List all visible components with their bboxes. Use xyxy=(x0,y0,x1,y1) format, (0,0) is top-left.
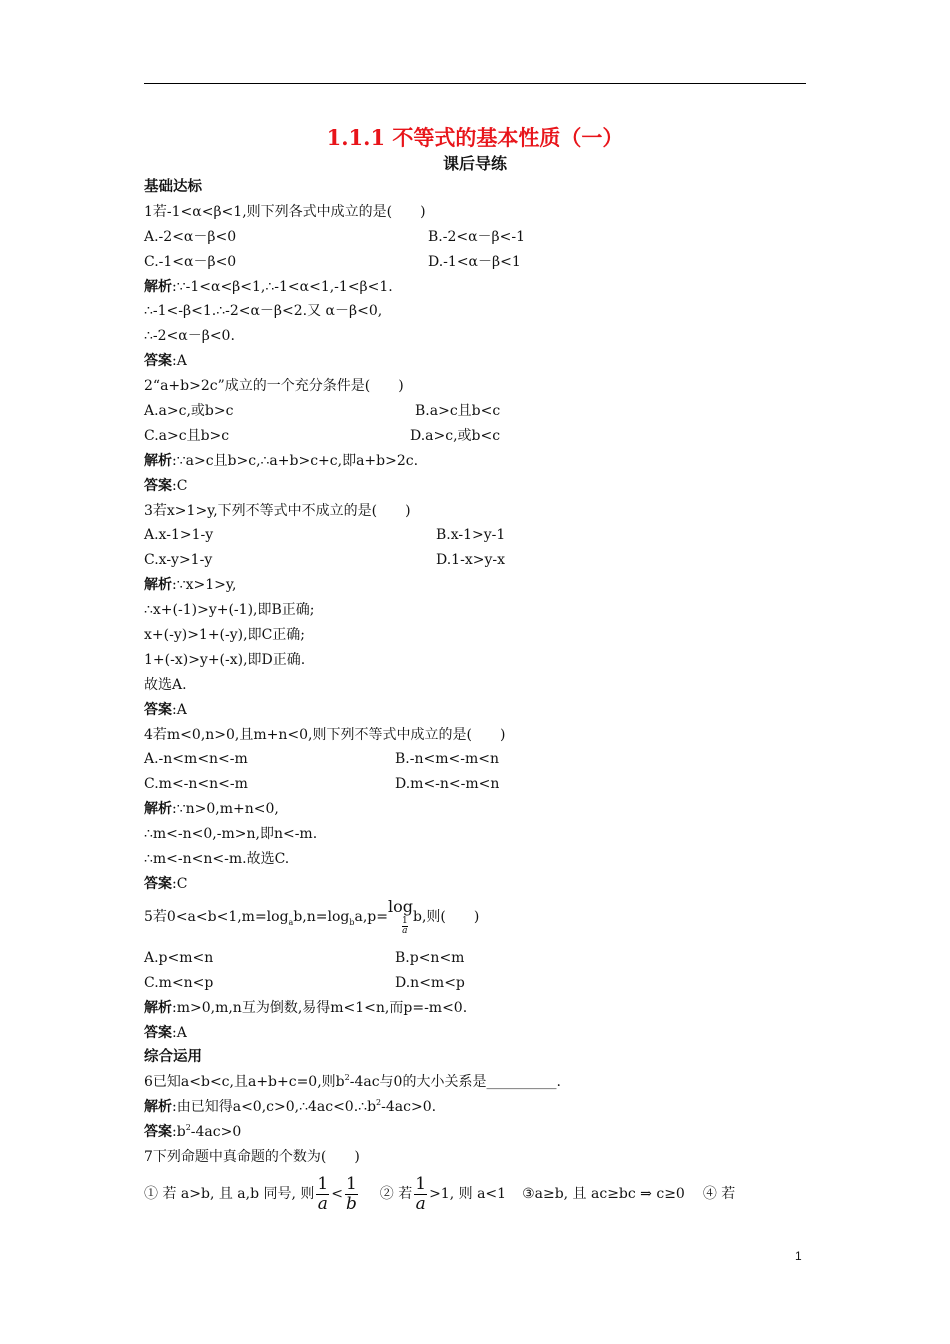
q4-option-b: B.-n<m<-m<n xyxy=(395,751,499,768)
section-heading-comprehensive: 综合运用 xyxy=(144,1049,202,1066)
solution-label: 解析 xyxy=(144,452,172,469)
q6-superscript: 2 xyxy=(376,1098,382,1108)
q1-solution-text: :∵-1<α<β<1,∴-1<α<1,-1<β<1. xyxy=(172,278,393,295)
q1-solution-2: ∴-1<-β<1.∴-2<α－β<2.又 α－β<0, xyxy=(144,303,383,320)
q5-subscript: a xyxy=(288,917,294,927)
q3-solution-text: :∵x>1>y, xyxy=(172,577,237,594)
q1-option-d: D.-1<α－β<1 xyxy=(428,253,521,270)
q7-prop1-text: ① 若 a>b, 且 a,b 同号, 则 xyxy=(144,1186,315,1203)
q7-prop4-text: ④ 若 xyxy=(702,1186,736,1203)
solution-label: 解析 xyxy=(144,999,172,1016)
q5-option-a: A.p<m<n xyxy=(144,949,214,966)
q5-solution-text: :m>0,m,n互为倒数,易得m<1<n,而p=-m<0. xyxy=(172,999,468,1016)
q3-option-c: C.x-y>1-y xyxy=(144,552,213,569)
frac-denominator: b xyxy=(345,1194,357,1215)
q5-subscript: b xyxy=(349,917,355,927)
q2-stem: 2“a+b>2c”成立的一个充分条件是( ) xyxy=(144,378,404,395)
q3-solution-5: 故选A. xyxy=(144,676,187,693)
q7-prop2-text: >1, 则 a<1 xyxy=(429,1186,507,1203)
q6-superscript: 2 xyxy=(344,1073,350,1083)
q5-log-expression xyxy=(387,895,413,936)
q4-option-d: D.m<-n<-m<n xyxy=(395,776,500,793)
q7-prop2-text: ② 若 xyxy=(379,1186,413,1203)
q1-option-c: C.-1<α－β<0 xyxy=(144,253,237,270)
q2-answer-value: :C xyxy=(172,477,188,494)
q3-solution-2: ∴x+(-1)>y+(-1),即B正确; xyxy=(144,602,315,619)
q1-option-a: A.-2<α－β<0 xyxy=(144,228,237,245)
solution-label: 解析 xyxy=(144,1099,172,1116)
q5-log-word: log xyxy=(387,896,413,916)
q6-stem-part: 6已知a<b<c,且a+b+c=0,则b xyxy=(144,1074,345,1091)
solution-label: 解析 xyxy=(144,801,172,818)
page-number: 1 xyxy=(795,1249,802,1263)
q3-solution-4: 1+(-x)>y+(-x),即D正确. xyxy=(144,651,306,668)
q5-options-row1 xyxy=(144,946,809,971)
q2-solution-text: :∵a>c且b>c,∴a+b>c+c,即a+b>2c. xyxy=(172,452,419,469)
q2-solution-1 xyxy=(144,449,809,474)
q3-options-row2 xyxy=(144,548,809,573)
section-heading-basic: 基础达标 xyxy=(144,179,202,195)
q4-answer-value: :C xyxy=(172,875,188,892)
answer-label: 答案 xyxy=(144,353,172,370)
q5-log-base-den: a xyxy=(402,925,408,936)
q5-stem-part: b,则( ) xyxy=(412,908,480,925)
q3-stem: 3若x>1>y,下列不等式中不成立的是( ) xyxy=(144,502,411,519)
q5-stem-part: a,p= xyxy=(354,908,388,925)
frac-denominator: a xyxy=(415,1194,426,1215)
q5-answer xyxy=(144,1021,809,1046)
q5-option-b: B.p<n<m xyxy=(395,949,465,966)
q2-options-row2 xyxy=(144,424,809,449)
q3-answer xyxy=(144,698,809,723)
q6-solution-text: -4ac>0. xyxy=(381,1099,437,1116)
q4-solution-2: ∴m<-n<0,-m>n,即n<-m. xyxy=(144,826,318,843)
q1-solution-1 xyxy=(144,275,809,300)
answer-label: 答案 xyxy=(144,701,172,718)
q1-answer xyxy=(144,349,809,374)
q4-option-a: A.-n<m<n<-m xyxy=(144,751,248,768)
q1-option-b: B.-2<α－β<-1 xyxy=(428,228,526,245)
q5-options-row2 xyxy=(144,971,809,996)
q4-options-row2 xyxy=(144,772,809,797)
page-title: 1.1.1 不等式的基本性质（一） xyxy=(326,125,624,150)
q2-options-row1 xyxy=(144,399,809,424)
q3-option-d: D.1-x>y-x xyxy=(436,552,505,569)
q2-option-c: C.a>c且b>c xyxy=(144,427,230,444)
q4-answer xyxy=(144,872,809,897)
frac-numerator: 1 xyxy=(345,1174,357,1195)
q5-stem xyxy=(144,897,809,946)
q7-stem: 7下列命题中真命题的个数为( ) xyxy=(144,1148,360,1165)
q4-stem: 4若m<0,n>0,且m+n<0,则下列不等式中成立的是( ) xyxy=(144,726,506,743)
q1-options-row1 xyxy=(144,225,809,250)
answer-label: 答案 xyxy=(144,1024,172,1041)
q3-options-row1 xyxy=(144,523,809,548)
q7-less-than: < xyxy=(331,1186,343,1203)
q7-frac-1-over-b xyxy=(345,1176,358,1213)
answer-label: 答案 xyxy=(144,1124,172,1141)
q1-stem: 1若-1<α<β<1,则下列各式中成立的是( ) xyxy=(144,203,426,220)
q5-answer-value: :A xyxy=(172,1024,187,1041)
q6-answer xyxy=(144,1120,809,1145)
q7-frac-1-over-a xyxy=(316,1176,329,1213)
q1-answer-value: :A xyxy=(172,353,187,370)
q3-solution-3: x+(-y)>1+(-y),即C正确; xyxy=(144,627,305,644)
q4-option-c: C.m<-n<n<-m xyxy=(144,776,248,793)
q6-superscript: 2 xyxy=(185,1123,191,1133)
q5-solution-1 xyxy=(144,996,809,1021)
q7-frac-1-over-a-2 xyxy=(414,1176,427,1213)
answer-label: 答案 xyxy=(144,477,172,494)
q5-option-d: D.n<m<p xyxy=(395,974,465,991)
q2-option-b: B.a>c且b<c xyxy=(415,403,501,420)
q5-stem-part: b,n=log xyxy=(293,908,350,925)
solution-label: 解析 xyxy=(144,278,172,295)
document-body xyxy=(144,175,809,1220)
q3-option-b: B.x-1>y-1 xyxy=(436,527,506,544)
q5-stem-part: 5若0<a<b<1,m=log xyxy=(144,908,289,925)
q2-option-a: A.a>c,或b>c xyxy=(144,403,234,420)
frac-numerator: 1 xyxy=(317,1174,329,1195)
q6-answer-value: :b xyxy=(172,1124,186,1141)
frac-numerator: 1 xyxy=(415,1174,427,1195)
q4-solution-text: :∵n>0,m+n<0, xyxy=(172,801,279,818)
q7-prop3-text: ③a≥b, 且 ac≥bc ⇒ c≥0 xyxy=(522,1186,685,1203)
q4-solution-1 xyxy=(144,797,809,822)
answer-label: 答案 xyxy=(144,875,172,892)
q6-answer-value: -4ac>0 xyxy=(190,1124,242,1141)
q5-option-c: C.m<n<p xyxy=(144,974,214,991)
q6-stem xyxy=(144,1070,809,1095)
q3-option-a: A.x-1>1-y xyxy=(144,527,214,544)
q4-solution-3: ∴m<-n<n<-m.故选C. xyxy=(144,851,290,868)
q6-solution-text: :由已知得a<0,c>0,∴4ac<0.∴b xyxy=(172,1099,377,1116)
q6-stem-part: -4ac与0的大小关系是__________. xyxy=(349,1074,561,1091)
q6-solution-1 xyxy=(144,1095,809,1120)
q1-solution-3: ∴-2<α－β<0. xyxy=(144,328,235,345)
header-rule xyxy=(144,83,806,84)
q1-options-row2 xyxy=(144,250,809,275)
frac-denominator: a xyxy=(317,1194,328,1215)
q2-answer xyxy=(144,474,809,499)
q2-option-d: D.a>c,或b<c xyxy=(410,427,501,444)
q3-answer-value: :A xyxy=(172,701,187,718)
q5-log-base-num: 1 xyxy=(401,915,408,926)
solution-label: 解析 xyxy=(144,577,172,594)
page-subtitle: 课后导练 xyxy=(442,154,507,173)
q4-options-row1 xyxy=(144,747,809,772)
q7-propositions xyxy=(144,1170,809,1220)
q3-solution-1 xyxy=(144,573,809,598)
q5-log-base xyxy=(402,917,408,936)
